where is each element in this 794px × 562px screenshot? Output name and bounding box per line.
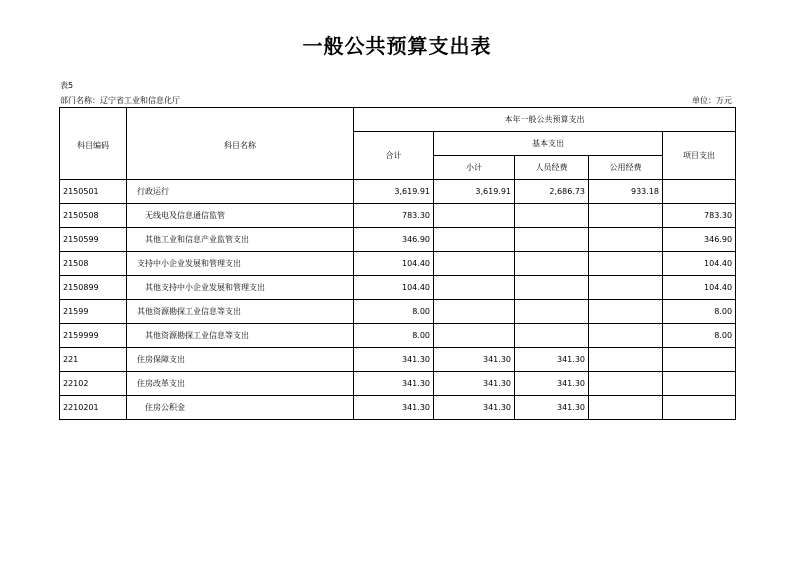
row-name: 其他资源勘探工业信息等支出 (127, 324, 354, 348)
header-basic: 基本支出 (434, 132, 663, 156)
row-code: 21508 (60, 252, 127, 276)
row-personnel: 341.30 (515, 396, 589, 420)
row-subtotal (434, 204, 515, 228)
row-personnel (515, 300, 589, 324)
row-personnel (515, 276, 589, 300)
row-total: 783.30 (354, 204, 434, 228)
page-title: 一般公共预算支出表 (302, 34, 492, 58)
row-total: 346.90 (354, 228, 434, 252)
row-project: 783.30 (663, 204, 736, 228)
row-public: 933.18 (589, 180, 663, 204)
table-row (60, 348, 736, 372)
header-total: 合计 (354, 132, 434, 180)
row-public (589, 300, 663, 324)
row-personnel (515, 204, 589, 228)
row-personnel (515, 228, 589, 252)
row-total: 3,619.91 (354, 180, 434, 204)
row-name: 住房公积金 (127, 396, 354, 420)
row-public (589, 252, 663, 276)
row-subtotal: 341.30 (434, 348, 515, 372)
row-public (589, 372, 663, 396)
row-personnel: 341.30 (515, 348, 589, 372)
row-subtotal: 3,619.91 (434, 180, 515, 204)
table-row (60, 372, 736, 396)
table-row (60, 396, 736, 420)
row-project (663, 348, 736, 372)
row-name: 其他工业和信息产业监管支出 (127, 228, 354, 252)
row-project: 8.00 (663, 324, 736, 348)
row-public (589, 324, 663, 348)
table-row (60, 324, 736, 348)
row-project: 104.40 (663, 252, 736, 276)
row-subtotal (434, 228, 515, 252)
row-code: 2159999 (60, 324, 127, 348)
row-code: 2150508 (60, 204, 127, 228)
row-public (589, 348, 663, 372)
row-subtotal (434, 324, 515, 348)
row-total: 104.40 (354, 276, 434, 300)
row-project (663, 180, 736, 204)
header-row-1 (60, 108, 736, 132)
row-personnel: 341.30 (515, 372, 589, 396)
row-public (589, 228, 663, 252)
row-code: 2150501 (60, 180, 127, 204)
row-subtotal: 341.30 (434, 396, 515, 420)
row-personnel: 2,686.73 (515, 180, 589, 204)
row-public (589, 276, 663, 300)
row-name: 行政运行 (127, 180, 354, 204)
row-project: 346.90 (663, 228, 736, 252)
row-total: 341.30 (354, 348, 434, 372)
row-project (663, 372, 736, 396)
header-subtotal: 小计 (434, 156, 515, 180)
row-name: 其他资源勘探工业信息等支出 (127, 300, 354, 324)
row-code: 2150899 (60, 276, 127, 300)
header-code: 科目编码 (60, 108, 127, 180)
row-code: 22102 (60, 372, 127, 396)
row-project: 104.40 (663, 276, 736, 300)
row-subtotal: 341.30 (434, 372, 515, 396)
table-row (60, 180, 736, 204)
row-subtotal (434, 252, 515, 276)
row-name: 住房保障支出 (127, 348, 354, 372)
header-public: 公用经费 (589, 156, 663, 180)
row-total: 341.30 (354, 396, 434, 420)
department-name: 部门名称：辽宁省工业和信息化厅 (60, 96, 180, 105)
row-personnel (515, 252, 589, 276)
unit-label: 单位：万元 (692, 96, 732, 105)
table-row (60, 276, 736, 300)
row-total: 104.40 (354, 252, 434, 276)
row-name: 支持中小企业发展和管理支出 (127, 252, 354, 276)
row-subtotal (434, 276, 515, 300)
row-project: 8.00 (663, 300, 736, 324)
row-code: 2150599 (60, 228, 127, 252)
row-total: 8.00 (354, 300, 434, 324)
row-public (589, 396, 663, 420)
table-row (60, 204, 736, 228)
budget-table (59, 107, 736, 420)
row-code: 221 (60, 348, 127, 372)
row-name: 住房改革支出 (127, 372, 354, 396)
table-tag: 表5 (60, 81, 74, 90)
table-row (60, 300, 736, 324)
header-name: 科目名称 (127, 108, 354, 180)
row-subtotal (434, 300, 515, 324)
row-code: 21599 (60, 300, 127, 324)
table-row (60, 252, 736, 276)
header-personnel: 人员经费 (515, 156, 589, 180)
row-name: 无线电及信息通信监管 (127, 204, 354, 228)
row-public (589, 204, 663, 228)
row-code: 2210201 (60, 396, 127, 420)
row-total: 8.00 (354, 324, 434, 348)
row-personnel (515, 324, 589, 348)
row-project (663, 396, 736, 420)
row-total: 341.30 (354, 372, 434, 396)
row-name: 其他支持中小企业发展和管理支出 (127, 276, 354, 300)
header-project: 项目支出 (663, 132, 736, 180)
header-current-year: 本年一般公共预算支出 (354, 108, 736, 132)
table-row (60, 228, 736, 252)
